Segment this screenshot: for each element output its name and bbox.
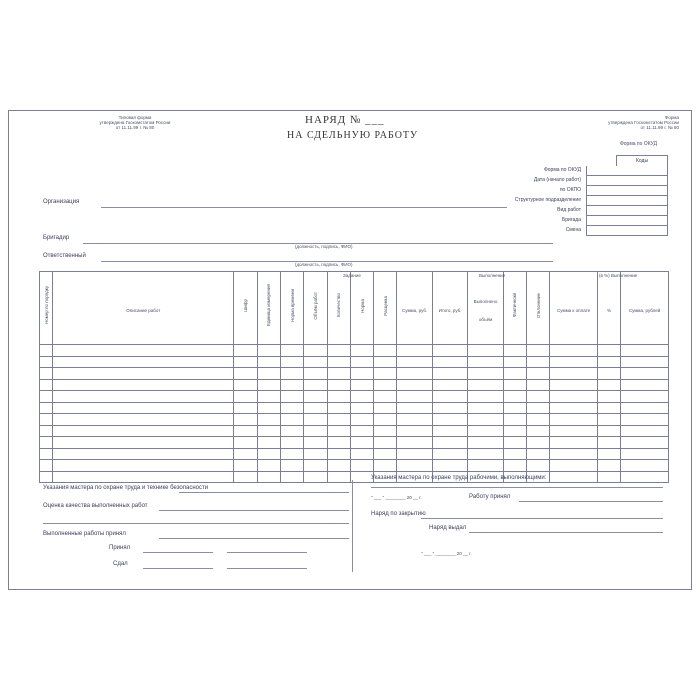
table-cell[interactable] — [397, 414, 432, 426]
table-cell[interactable] — [40, 356, 53, 368]
table-cell[interactable] — [550, 471, 598, 483]
table-cell[interactable] — [597, 402, 620, 414]
table-cell[interactable] — [304, 425, 327, 437]
table-cell[interactable] — [432, 368, 467, 380]
table-cell[interactable] — [257, 414, 280, 426]
col-header: Отклонение — [527, 272, 550, 345]
table-cell[interactable] — [550, 414, 598, 426]
table-cell[interactable] — [621, 460, 669, 472]
table-cell[interactable] — [304, 402, 327, 414]
table-cell[interactable] — [304, 379, 327, 391]
table-cell[interactable] — [53, 379, 234, 391]
footer-right-label: Наряд выдал — [429, 525, 467, 531]
table-cell[interactable] — [304, 448, 327, 460]
table-cell[interactable] — [234, 368, 257, 380]
table-cell[interactable] — [281, 437, 304, 449]
table-cell[interactable] — [234, 356, 257, 368]
table-cell[interactable] — [257, 402, 280, 414]
col-header: Сумма, рублей — [621, 272, 669, 345]
table-cell[interactable] — [257, 437, 280, 449]
table-cell[interactable] — [350, 356, 373, 368]
code-row[interactable] — [561, 216, 668, 226]
document-title: НАРЯД № ___ — [305, 114, 385, 126]
table-cell[interactable] — [503, 402, 526, 414]
col-header: Фактически — [503, 272, 526, 345]
table-row — [40, 402, 669, 414]
table-cell[interactable] — [621, 368, 669, 380]
table-cell[interactable] — [374, 460, 397, 472]
table-cell[interactable] — [503, 379, 526, 391]
table-cell[interactable] — [374, 414, 397, 426]
table-cell[interactable] — [304, 471, 327, 483]
table-cell[interactable] — [234, 448, 257, 460]
approval-line: от 11.11.99 г. № 80 — [115, 125, 155, 131]
approval-line: утверждена Госкомстатом России — [99, 120, 171, 126]
organization-field[interactable] — [101, 207, 507, 208]
table-cell[interactable] — [40, 379, 53, 391]
table-cell[interactable] — [468, 379, 503, 391]
table-cell[interactable] — [304, 460, 327, 472]
table-cell[interactable] — [550, 345, 598, 357]
table-cell[interactable] — [374, 391, 397, 403]
table-cell[interactable] — [281, 368, 304, 380]
table-cell[interactable] — [397, 391, 432, 403]
table-row — [40, 437, 669, 449]
table-cell[interactable] — [327, 368, 350, 380]
table-cell[interactable] — [621, 437, 669, 449]
table-cell[interactable] — [350, 345, 373, 357]
table-cell[interactable] — [350, 425, 373, 437]
table-cell[interactable] — [281, 448, 304, 460]
table-cell[interactable] — [40, 402, 53, 414]
code-label: по ОКПО — [559, 187, 581, 193]
table-cell[interactable] — [40, 368, 53, 380]
table-cell[interactable] — [304, 437, 327, 449]
table-cell[interactable] — [374, 368, 397, 380]
table-row — [40, 356, 669, 368]
table-cell[interactable] — [503, 437, 526, 449]
table-cell[interactable] — [527, 414, 550, 426]
brigadier-label: Бригадир — [43, 235, 70, 241]
table-cell[interactable] — [281, 402, 304, 414]
table-cell[interactable] — [597, 471, 620, 483]
table-cell[interactable] — [432, 460, 467, 472]
table-cell[interactable] — [327, 402, 350, 414]
table-cell[interactable] — [327, 391, 350, 403]
table-cell[interactable] — [281, 460, 304, 472]
table-header-row — [40, 272, 669, 345]
date-mark: " ___ " ________ 20 __ г. — [371, 495, 422, 500]
table-cell[interactable] — [281, 356, 304, 368]
table-cell[interactable] — [40, 471, 53, 483]
table-cell[interactable] — [257, 379, 280, 391]
table-row — [40, 368, 669, 380]
approval-line: от 11.11.99 г. № 80 — [640, 125, 679, 131]
table-cell[interactable] — [550, 356, 598, 368]
table-cell[interactable] — [621, 402, 669, 414]
table-row — [40, 345, 669, 357]
table-cell[interactable] — [527, 368, 550, 380]
organization-label: Организация — [43, 199, 80, 205]
col-header: % — [597, 272, 620, 345]
table-cell[interactable] — [281, 471, 304, 483]
table-cell[interactable] — [621, 425, 669, 437]
col-header: Номер по порядку — [40, 272, 53, 345]
footer-field[interactable] — [43, 523, 349, 524]
table-cell[interactable] — [281, 379, 304, 391]
table-cell[interactable] — [257, 448, 280, 460]
table-cell[interactable] — [257, 368, 280, 380]
table-cell[interactable] — [503, 391, 526, 403]
footer-right-field[interactable] — [519, 501, 663, 502]
table-cell[interactable] — [234, 345, 257, 357]
table-cell[interactable] — [597, 448, 620, 460]
table-cell[interactable] — [432, 437, 467, 449]
col-header: Итого, руб. — [432, 272, 467, 345]
table-cell[interactable] — [350, 448, 373, 460]
date-mark: " ___ " ________ 20 __ г. — [421, 551, 472, 556]
table-cell[interactable] — [53, 460, 234, 472]
footer-field[interactable] — [179, 492, 349, 493]
table-cell[interactable] — [503, 448, 526, 460]
col-header: Сумма, руб. — [397, 272, 432, 345]
table-cell[interactable] — [397, 379, 432, 391]
table-cell[interactable] — [350, 437, 373, 449]
approval-stamp-left — [95, 115, 175, 131]
footer-field[interactable] — [143, 568, 213, 569]
table-cell[interactable] — [550, 391, 598, 403]
group-label-execution: Выполнение — [479, 273, 506, 278]
work-table — [39, 271, 669, 483]
table-cell[interactable] — [281, 345, 304, 357]
table-cell[interactable] — [597, 437, 620, 449]
code-label: Дата (начало работ) — [533, 177, 581, 183]
table-cell[interactable] — [550, 402, 598, 414]
table-cell[interactable] — [53, 471, 234, 483]
table-cell[interactable] — [503, 414, 526, 426]
table-cell[interactable] — [397, 345, 432, 357]
brigadier-hint: (должность, подпись, ФИО) — [295, 244, 353, 249]
table-row — [40, 448, 669, 460]
table-cell[interactable] — [374, 356, 397, 368]
table-cell[interactable] — [53, 425, 234, 437]
table-cell[interactable] — [304, 414, 327, 426]
table-cell[interactable] — [234, 460, 257, 472]
table-cell[interactable] — [432, 391, 467, 403]
table-cell[interactable] — [350, 379, 373, 391]
table-cell[interactable] — [281, 391, 304, 403]
table-cell[interactable] — [432, 448, 467, 460]
col-header: Сумма к оплате — [550, 272, 598, 345]
table-cell[interactable] — [468, 437, 503, 449]
table-cell[interactable] — [432, 356, 467, 368]
table-cell[interactable] — [374, 345, 397, 357]
table-row — [40, 460, 669, 472]
footer-right-field[interactable] — [469, 532, 663, 533]
table-cell[interactable] — [53, 437, 234, 449]
table-cell[interactable] — [257, 471, 280, 483]
table-cell[interactable] — [397, 460, 432, 472]
table-cell[interactable] — [597, 460, 620, 472]
table-cell[interactable] — [621, 414, 669, 426]
table-cell[interactable] — [468, 402, 503, 414]
table-cell[interactable] — [397, 437, 432, 449]
table-cell[interactable] — [40, 345, 53, 357]
table-cell[interactable] — [257, 391, 280, 403]
table-cell[interactable] — [374, 448, 397, 460]
table-cell[interactable] — [550, 368, 598, 380]
footer-field[interactable] — [159, 538, 349, 539]
code-row[interactable] — [543, 166, 668, 176]
table-cell[interactable] — [503, 368, 526, 380]
table-cell[interactable] — [503, 356, 526, 368]
table-cell[interactable] — [350, 414, 373, 426]
document-subtitle: НА СДЕЛЬНУЮ РАБОТУ — [287, 130, 419, 141]
table-cell[interactable] — [621, 448, 669, 460]
table-cell[interactable] — [468, 425, 503, 437]
approval-line: Форма — [664, 115, 679, 120]
table-cell[interactable] — [53, 402, 234, 414]
table-row — [40, 414, 669, 426]
table-cell[interactable] — [597, 345, 620, 357]
table-cell[interactable] — [527, 425, 550, 437]
col-header: Единица измерения — [257, 272, 280, 345]
table-cell[interactable] — [468, 368, 503, 380]
table-cell[interactable] — [350, 368, 373, 380]
table-cell[interactable] — [468, 414, 503, 426]
col-header: Объём работ — [304, 272, 327, 345]
table-cell[interactable] — [527, 356, 550, 368]
table-cell[interactable] — [621, 379, 669, 391]
table-cell[interactable] — [432, 379, 467, 391]
footer-label: Оценка качества выполненных работ — [43, 503, 148, 509]
table-cell[interactable] — [374, 437, 397, 449]
table-cell[interactable] — [432, 425, 467, 437]
table-cell[interactable] — [527, 448, 550, 460]
code-row[interactable] — [514, 196, 668, 206]
footer-right-label: Указания мастера по охране труда рабочими, выполняющими: — [371, 475, 547, 481]
table-cell[interactable] — [597, 425, 620, 437]
table-cell[interactable] — [621, 471, 669, 483]
table-cell[interactable] — [40, 391, 53, 403]
table-cell[interactable] — [397, 448, 432, 460]
table-cell[interactable] — [550, 448, 598, 460]
code-row[interactable] — [533, 176, 668, 186]
code-label: Форма по ОКУД — [543, 167, 581, 173]
table-cell[interactable] — [327, 345, 350, 357]
table-cell[interactable] — [234, 437, 257, 449]
table-cell[interactable] — [40, 414, 53, 426]
table-cell[interactable] — [621, 356, 669, 368]
table-cell[interactable] — [53, 368, 234, 380]
footer-field[interactable] — [159, 510, 349, 511]
group-label-task: Задание — [343, 273, 361, 278]
code-label: Структурное подразделение — [514, 197, 581, 203]
table-cell[interactable] — [304, 391, 327, 403]
table-cell[interactable] — [350, 460, 373, 472]
table-cell[interactable] — [397, 356, 432, 368]
table-cell[interactable] — [527, 460, 550, 472]
table-row — [40, 391, 669, 403]
table-cell[interactable] — [468, 448, 503, 460]
table-cell[interactable] — [397, 425, 432, 437]
codes-block — [514, 155, 668, 236]
responsible-hint: (должность, подпись, ФИО) — [295, 262, 353, 267]
table-cell[interactable] — [597, 356, 620, 368]
table-cell[interactable] — [327, 425, 350, 437]
approval-stamp-right — [583, 115, 679, 131]
table-cell[interactable] — [621, 345, 669, 357]
table-cell[interactable] — [257, 425, 280, 437]
table-cell[interactable] — [597, 368, 620, 380]
table-cell[interactable] — [550, 437, 598, 449]
table-cell[interactable] — [234, 425, 257, 437]
table-cell[interactable] — [327, 471, 350, 483]
code-label: Бригада — [561, 217, 581, 223]
table-cell[interactable] — [468, 345, 503, 357]
table-cell[interactable] — [281, 425, 304, 437]
code-label: Смена — [565, 227, 581, 233]
table-cell[interactable] — [527, 391, 550, 403]
table-cell[interactable] — [597, 391, 620, 403]
table-cell[interactable] — [327, 414, 350, 426]
table-cell[interactable] — [281, 414, 304, 426]
table-cell[interactable] — [234, 379, 257, 391]
footer-field[interactable] — [227, 552, 307, 553]
footer-label: Указания мастера по охране труда и технике безопасности — [43, 485, 209, 491]
table-cell[interactable] — [257, 460, 280, 472]
table-cell[interactable] — [53, 356, 234, 368]
table-cell[interactable] — [397, 402, 432, 414]
table-cell[interactable] — [327, 356, 350, 368]
table-cell[interactable] — [432, 345, 467, 357]
table-row — [40, 425, 669, 437]
table-cell[interactable] — [597, 379, 620, 391]
table-cell[interactable] — [40, 437, 53, 449]
table-cell[interactable] — [374, 402, 397, 414]
table-cell[interactable] — [327, 460, 350, 472]
table-cell[interactable] — [234, 471, 257, 483]
table-cell[interactable] — [234, 414, 257, 426]
table-cell[interactable] — [257, 356, 280, 368]
table-cell[interactable] — [350, 391, 373, 403]
footer-divider — [352, 480, 353, 572]
table-cell[interactable] — [327, 437, 350, 449]
table-cell[interactable] — [527, 402, 550, 414]
col-header: Выполнено объём — [468, 272, 503, 345]
table-cell[interactable] — [40, 448, 53, 460]
table-cell[interactable] — [468, 460, 503, 472]
approval-line: утверждена Госкомстатом России — [608, 120, 679, 126]
table-cell[interactable] — [468, 356, 503, 368]
table-cell[interactable] — [350, 402, 373, 414]
table-cell[interactable] — [503, 345, 526, 357]
col-header: Количество — [327, 272, 350, 345]
code-row[interactable] — [559, 186, 668, 196]
footer-right-label: Наряд по закрытию — [371, 511, 426, 517]
col-header: Шифр — [234, 272, 257, 345]
footer-label: Принял — [109, 545, 131, 551]
table-cell[interactable] — [527, 437, 550, 449]
footer-field[interactable] — [227, 568, 307, 569]
table-cell[interactable] — [53, 414, 234, 426]
table-cell[interactable] — [432, 414, 467, 426]
table-cell[interactable] — [550, 460, 598, 472]
col-header: Норма — [350, 272, 373, 345]
table-cell[interactable] — [40, 425, 53, 437]
footer-label: Выполненные работы принял — [43, 531, 126, 537]
footer-label: Сдал — [113, 561, 128, 567]
table-cell[interactable] — [374, 379, 397, 391]
table-cell[interactable] — [621, 391, 669, 403]
table-cell[interactable] — [550, 379, 598, 391]
table-cell[interactable] — [327, 379, 350, 391]
footer-field[interactable] — [143, 552, 213, 553]
table-cell[interactable] — [374, 425, 397, 437]
table-cell[interactable] — [527, 379, 550, 391]
table-cell[interactable] — [597, 414, 620, 426]
work-order-sheet — [8, 110, 692, 590]
footer-right-label: Работу принял — [469, 494, 511, 500]
table-cell[interactable] — [53, 391, 234, 403]
table-cell[interactable] — [234, 402, 257, 414]
footer-right-field[interactable] — [421, 518, 663, 519]
table-cell[interactable] — [468, 391, 503, 403]
table-row — [40, 471, 669, 483]
table-cell[interactable] — [527, 345, 550, 357]
group-label-done: (в %) Выполнение — [599, 273, 638, 278]
code-label: Вид работ — [557, 207, 581, 213]
table-cell[interactable] — [550, 425, 598, 437]
table-cell[interactable] — [53, 345, 234, 357]
table-cell[interactable] — [304, 345, 327, 357]
form-code-label: Форма по ОКУД — [619, 141, 657, 147]
footer-right-field[interactable] — [371, 487, 663, 488]
table-cell[interactable] — [397, 368, 432, 380]
code-row[interactable] — [565, 226, 668, 236]
table-row — [40, 379, 669, 391]
codes-header: Коды — [616, 155, 668, 166]
table-cell[interactable] — [234, 391, 257, 403]
table-cell[interactable] — [327, 448, 350, 460]
table-cell[interactable] — [53, 448, 234, 460]
responsible-label: Ответственный — [43, 253, 86, 259]
approval-line: Типовая форма — [118, 115, 152, 120]
table-cell[interactable] — [257, 345, 280, 357]
table-cell[interactable] — [304, 368, 327, 380]
code-row[interactable] — [557, 206, 668, 216]
col-header: Расценка — [374, 272, 397, 345]
col-header: Описание работ — [53, 272, 234, 345]
table-cell[interactable] — [432, 402, 467, 414]
table-cell[interactable] — [503, 425, 526, 437]
col-header: Норма времени — [281, 272, 304, 345]
table-cell[interactable] — [304, 356, 327, 368]
table-cell[interactable] — [40, 460, 53, 472]
table-cell[interactable] — [503, 460, 526, 472]
